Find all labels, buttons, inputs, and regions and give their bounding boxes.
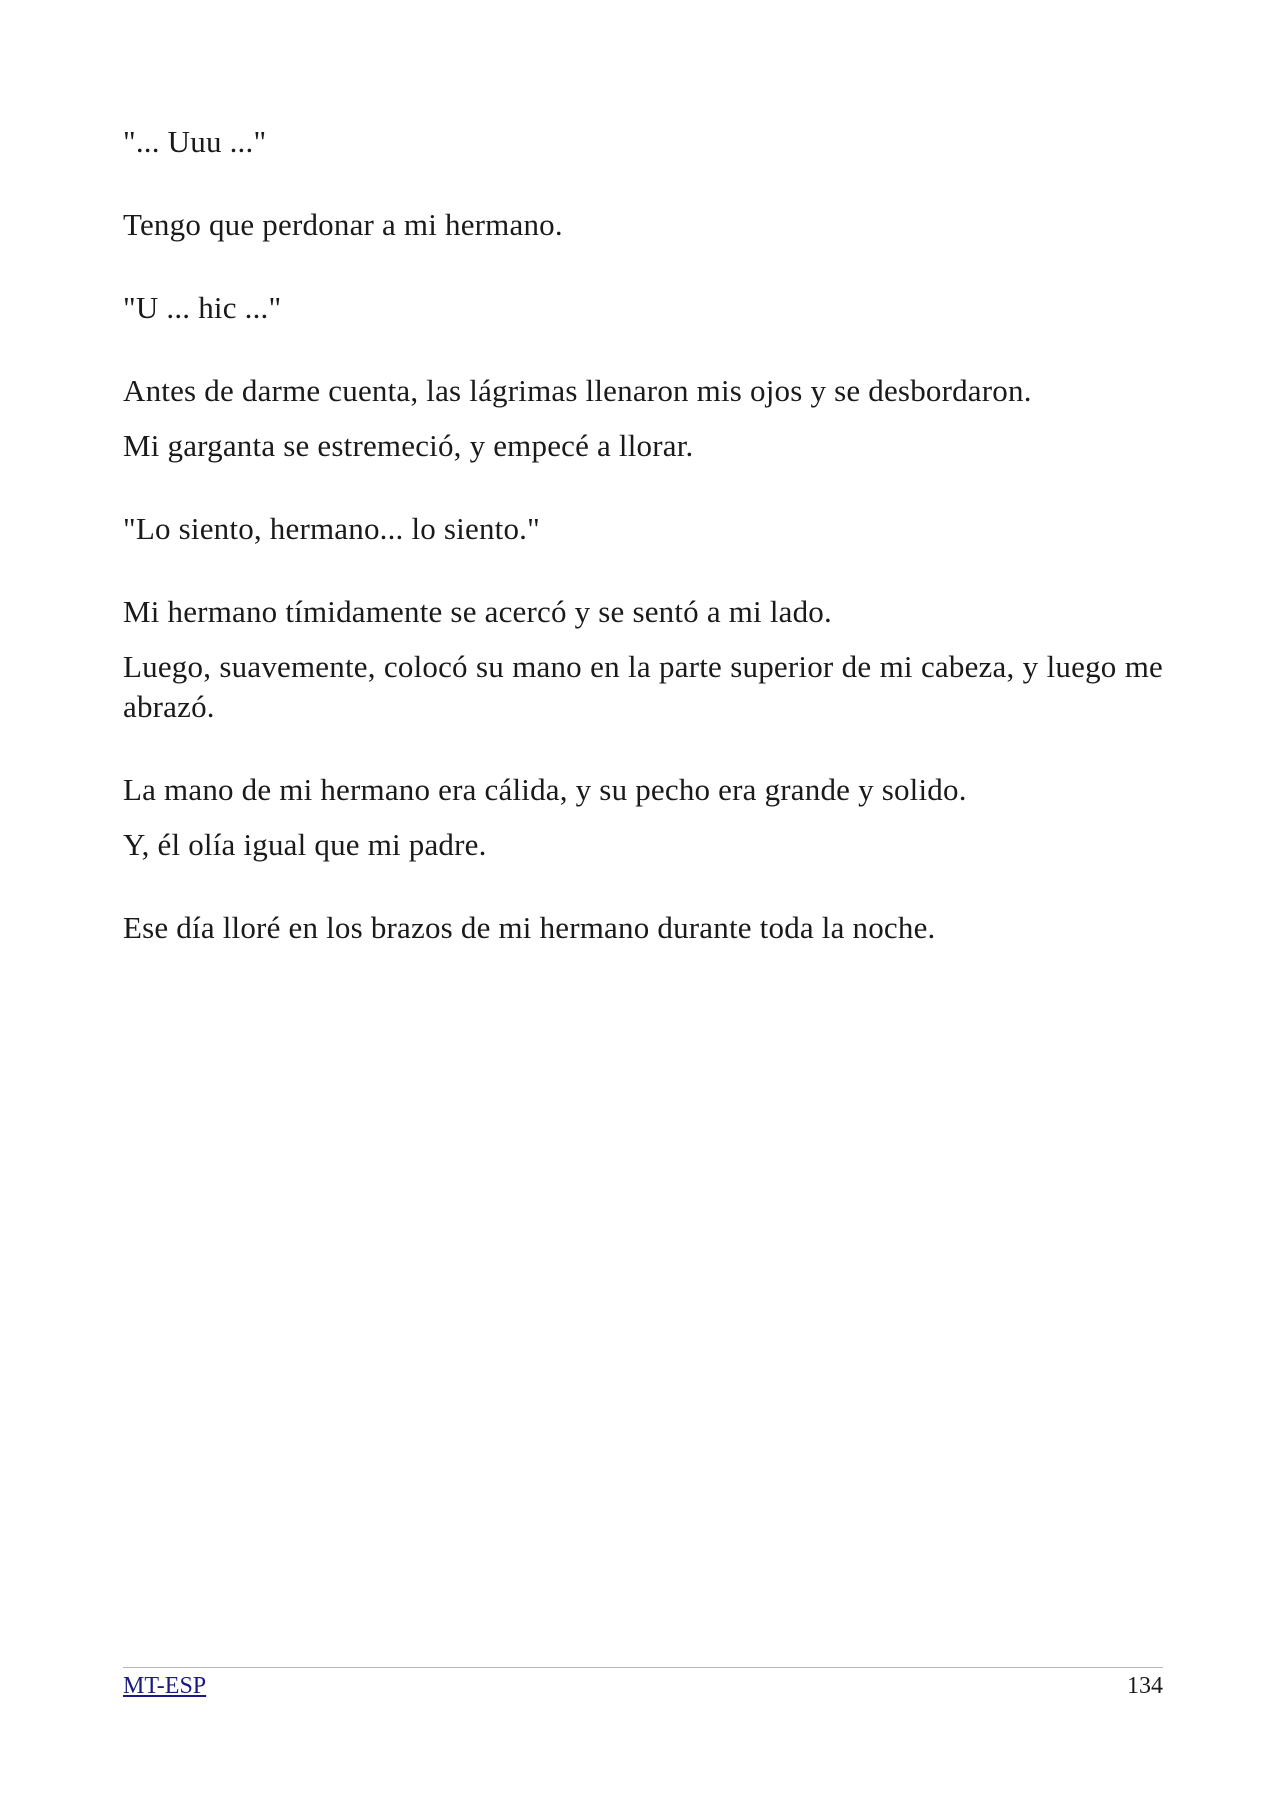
footer-row bbox=[123, 1668, 1163, 1700]
footer-link[interactable]: MT-ESP bbox=[123, 1673, 207, 1699]
paragraph: Antes de darme cuenta, las lágrimas llenaron mis ojos y se desbordaron. bbox=[123, 373, 1032, 408]
page-number: 134 bbox=[1127, 1673, 1163, 1699]
paragraph: La mano de mi hermano era cálida, y su pecho era grande y solido. bbox=[123, 772, 967, 807]
paragraph: Luego, suavemente, colocó su mano en la parte superior de mi cabeza, y luego me abrazó. bbox=[123, 649, 1163, 724]
paragraph: "Lo siento, hermano... lo siento." bbox=[123, 511, 540, 546]
paragraph: Tengo que perdonar a mi hermano. bbox=[123, 207, 563, 242]
page-footer bbox=[123, 1667, 1163, 1700]
paragraph: Y, él olía igual que mi padre. bbox=[123, 827, 487, 862]
paragraph: Mi garganta se estremeció, y empecé a llorar. bbox=[123, 428, 694, 463]
paragraph: Mi hermano tímidamente se acercó y se sentó a mi lado. bbox=[123, 594, 832, 629]
paragraph: Ese día lloré en los brazos de mi hermano durante toda la noche. bbox=[123, 910, 936, 945]
paragraph: "U ... hic ..." bbox=[123, 290, 282, 325]
paragraph: "... Uuu ..." bbox=[123, 124, 267, 159]
page-body bbox=[123, 122, 1163, 948]
